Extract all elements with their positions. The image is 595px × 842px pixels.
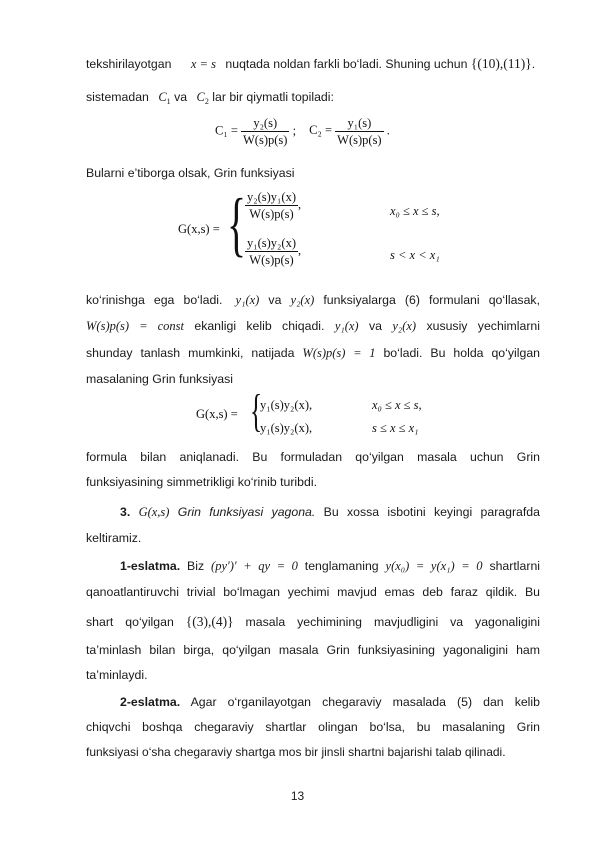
text-line: keltiramiz. <box>86 531 142 545</box>
math-inline: y₂(x) <box>392 319 417 333</box>
equation-green2-lhs: G(x,s) = <box>196 407 238 421</box>
text-line: funksiyasining simmetrikligi ko‘rinib turibdi. <box>86 475 317 489</box>
text-line: qanoatlantiruvchi trivial bo‘lmagan yechimi mavjud emas deb faraz qildik. Bu <box>86 585 540 599</box>
math-inline: W(s)p(s) = const <box>86 319 184 333</box>
equation-case-2-condition: s ≤ x ≤ x₁ <box>372 421 419 435</box>
text-line: chiqvchi boshqa chegaraviy shartlar olingan bo‘lsa, bu masalaning Grin <box>86 720 540 734</box>
math-inline: W(s)p(s) = 1 <box>302 346 376 360</box>
math-inline: x = s <box>190 57 216 71</box>
math-inline: G(x,s) <box>138 505 170 519</box>
text-line: shunday tanlash mumkinki, natijada W(s)p(s) = 1 bo‘ladi. Bu holda qo‘yilgan <box>86 346 540 360</box>
equation-case-2: $\frac{\text{y₁(s)y₂(x)}}{W(s)p(s)}$ , <box>247 236 302 267</box>
math-inline: y₁(x) <box>235 293 260 307</box>
text-line <box>86 165 540 181</box>
text-line: W(s)p(s) = const ekanligi kelib chiqadi. y₁(x) va y₂(x) xususiy yechimlarni <box>86 319 540 333</box>
math-inline: $C_2$ <box>196 90 209 106</box>
brace: { <box>250 385 263 436</box>
math-inline: {(3),(4)} <box>185 614 234 629</box>
equation-c1-c2: C₁ = $\frac{\text{y₂(s)}}{W(s)p(s)}$ ; C₂ = $\frac{\text{y₁(s)}}{W(s)p(s)}$ . <box>215 116 390 147</box>
equation-green-lhs: G(x,s) = <box>178 222 220 236</box>
equation-case-2-condition: s < x < x₁ <box>390 248 440 262</box>
math-inline: y₂(x) <box>290 293 315 307</box>
text-line <box>86 89 540 110</box>
text: sistemadan <box>86 90 149 104</box>
text-line: 2-eslatma. Agar o‘rganilayotgan chegaraviy masalada (5) dan kelib <box>120 695 540 709</box>
equation-case-1-condition: x₀ ≤ x ≤ s, <box>390 204 440 218</box>
text: nuqtada noldan farkli bo‘ladi. Shuning uchun <box>225 57 468 71</box>
brace: { <box>227 184 247 264</box>
equation-case-1-condition: x₀ ≤ x ≤ s, <box>372 398 422 412</box>
text-line: funksiyasi o‘sha chegaraviy shartga mos bir jinsli shartni bajarishi talab qilinadi. <box>86 745 506 759</box>
math-inline: y₁(x) <box>334 319 359 333</box>
text: va <box>174 90 188 104</box>
text-line: formula bilan aniqlanadi. Bu formuladan qo‘yilgan masala uchun Grin <box>86 450 540 464</box>
math-inline: y(x₀) = y(x₁) = 0 <box>385 559 483 573</box>
math-inline: $C_1$ <box>158 90 171 106</box>
text-line: ko‘rinishga ega bo‘ladi. y₁(x) va y₂(x) funksiyalarga (6) formulani qo‘llasak, <box>86 293 540 307</box>
equation-case-1: y₁(s)y₂(x), <box>260 398 313 412</box>
equation-case-1: $\frac{\text{y₂(s)y₁(x)}}{W(s)p(s)}$ , <box>247 190 302 221</box>
text-line: shart qo‘yilgan {(3),(4)} masala yechimining mavjudligini va yagonaligini <box>86 614 540 629</box>
math-inline: {(10),(11)} <box>470 56 532 71</box>
equation-case-2: y₁(s)y₂(x), <box>260 421 313 435</box>
text: Bularni e’tiborga olsak, Grin funksiyasi <box>86 166 295 180</box>
text-line: tekshirilayotgan x = s nuqtada noldan farkli bo‘ladi. Shuning uchun {(10),(11)}. <box>86 56 536 71</box>
text-line: ta’minlaydi. <box>86 668 148 682</box>
text-line: 1-eslatma. Biz (py′)′ + qy = 0 tenglamaning y(x₀) = y(x₁) = 0 shartlarni <box>120 559 541 573</box>
fraction: $\frac{\text{y₂(s)}}{W(s)p(s)}$ <box>243 116 288 147</box>
math-inline: (py′)′ + qy = 0 <box>211 559 298 573</box>
text-line: masalaning Grin funksiyasi <box>86 372 233 386</box>
page-number: 13 <box>290 789 305 803</box>
text-line: 3. G(x,s) Grin funksiyasi yagona. Bu xossa isbotini keyingi paragrafda <box>120 505 540 519</box>
text-line: ta’minlash bilan birga, qo‘yilgan masala Grin funksiyasining yagonaligini ham <box>86 643 540 657</box>
text: tekshirilayotgan <box>86 57 172 71</box>
text: lar bir qiymatli topiladi: <box>212 90 334 104</box>
fraction: $\frac{\text{y₁(s)}}{W(s)p(s)}$ <box>337 116 382 147</box>
